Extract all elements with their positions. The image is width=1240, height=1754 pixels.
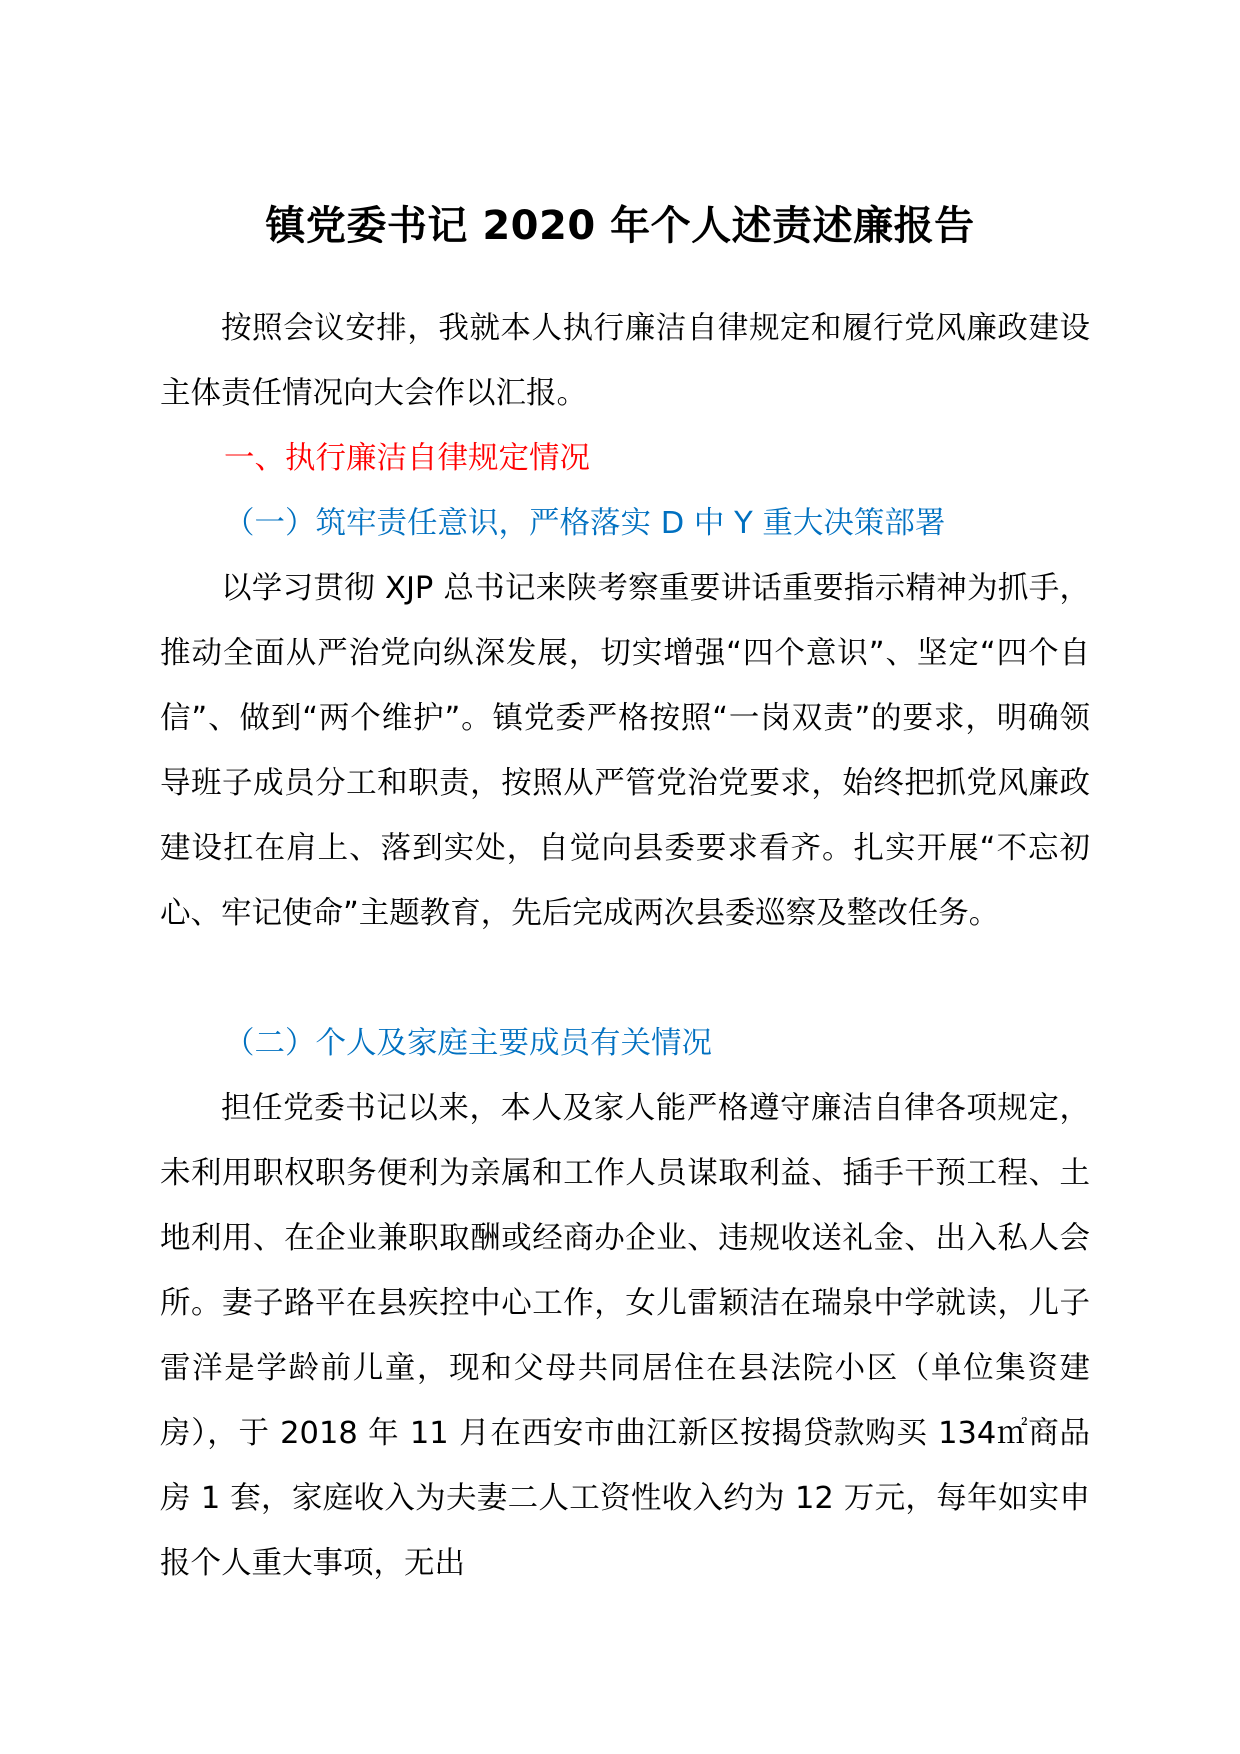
subsection-1-paragraph: 以学习贯彻 XJP 总书记来陕考察重要讲话重要指示精神为抓手，推动全面从严治党向纵深发展，切实增强“四个意识”、坚定“四个自信”、做到“两个维护”。镇党委严格按照“一岗双责”的要求，明确领导班子成员分工和职责，按照从严管党治党要求，始终把抓党风廉政建设扛在肩上、落到实处，自觉向县委要求看齐。扎实开展“不忘初心、牢记使命”主题教育，先后完成两次县委巡察及整改任务。 [160, 571, 1090, 931]
section-heading-1: 一、执行廉洁自律规定情况 [224, 441, 590, 476]
document-title: 镇党委书记 2020 年个人述责述廉报告 [265, 203, 975, 249]
subsection-heading-1: （一）筑牢责任意识，严格落实 D 中 Y 重大决策部署 [224, 506, 946, 541]
subsection-heading-2: （二）个人及家庭主要成员有关情况 [224, 1026, 712, 1061]
subsection-2-paragraph: 担任党委书记以来，本人及家人能严格遵守廉洁自律各项规定，未利用职权职务便利为亲属和工作人员谋取利益、插手干预工程、土地利用、在企业兼职取酬或经商办企业、违规收送礼金、出入私人会所。妻子路平在县疾控中心工作，女儿雷颖洁在瑞泉中学就读，儿子雷洋是学龄前儿童，现和父母共同居住在县法院小区（单位集资建房），于 2018 年 11 月在西安市曲江新区按揭贷款购买 134㎡商品房 1 套，家庭收入为夫妻二人工资性收入约为 12 万元，每年如实申报个人重大事项，无出 [160, 1091, 1090, 1581]
intro-paragraph: 按照会议安排，我就本人执行廉洁自律规定和履行党风廉政建设主体责任情况向大会作以汇报。 [160, 311, 1090, 411]
